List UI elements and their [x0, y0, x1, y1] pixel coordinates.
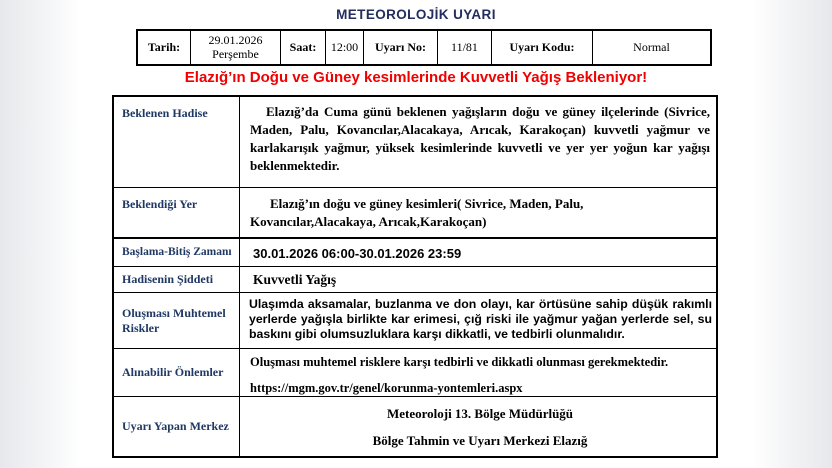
event-severity-label: Hadisenin Şiddeti	[114, 267, 240, 292]
precautions-text: Oluşması muhtemel risklere karşı tedbirli ve dikkatli olunması gerekmektedir.	[250, 355, 669, 369]
expected-place-label: Beklendiği Yer	[114, 188, 240, 237]
start-end-time-label: Başlama-Bitiş Zamanı	[114, 239, 240, 266]
table-row-issuing-center	[114, 396, 716, 456]
issuing-center-line1: Meteoroloji 13. Bölge Müdürlüğü	[386, 406, 574, 422]
event-severity-value: Kuvvetli Yağış	[253, 272, 337, 288]
expected-place-value: Elazığ’ın doğu ve güney kesimleri( Sivrice, Maden, Palu, Kovancılar,Alacakaya, Arıcak,Karakoçan)	[250, 196, 584, 229]
time-label: Saat:	[280, 31, 325, 64]
start-end-time-value: 30.01.2026 06:00-30.01.2026 23:59	[253, 245, 462, 261]
date-label: Tarih:	[147, 39, 181, 54]
expected-event-label: Beklenen Hadise	[114, 97, 240, 187]
header-info-table	[136, 29, 712, 66]
date-value: 29.01.2026 Perşembe	[190, 31, 280, 64]
expected-event-value: Elazığ’da Cuma günü beklenen yağışların doğu ve güney ilçelerinde (Sivrice, Maden, Palu, Kovancılar,Alacakaya, Arıcak, Karakoçan) kuvvetli yağmur ve karlakarışık yağmur, yüksek kesimlerinde kuvvetli ve yer yer yoğun kar yağışı beklenmektedir.	[250, 104, 710, 173]
issuing-center-label: Uyarı Yapan Merkez	[114, 397, 240, 456]
table-row-start-end-time	[114, 237, 716, 266]
table-row-precautions	[114, 348, 716, 396]
precautions-value	[240, 349, 716, 396]
warning-code-label: Uyarı Kodu:	[491, 31, 592, 64]
table-row-possible-risks	[114, 292, 716, 348]
time-value: 12:00	[325, 31, 363, 64]
table-row-expected-event	[114, 97, 716, 187]
table-row-event-severity	[114, 266, 716, 292]
issuing-center-value	[240, 397, 716, 456]
possible-risks-value: Ulaşımda aksamalar, buzlanma ve don olayı, kar örtüsüne sahip düşük rakımlı yerlerde yağışla birlikte kar erimesi, çığ riski ile yağmur yağan yerlerde sel, su baskını gibi olumsuzluklara karşı dikkatli, ve tedbirli olunmalıdır.	[249, 297, 712, 341]
warning-no-label: Uyarı No:	[363, 31, 437, 64]
possible-risks-label: Oluşması Muhtemel Riskler	[114, 293, 240, 348]
warning-no-value: 11/81	[437, 31, 491, 64]
table-row-expected-place	[114, 187, 716, 237]
precautions-label: Alınabilir Önlemler	[114, 349, 240, 396]
document-title: METEOROLOJİK UYARI	[336, 7, 496, 22]
issuing-center-line2: Bölge Tahmin ve Uyarı Merkezi Elazığ	[372, 433, 588, 448]
protection-methods-link[interactable]: https://mgm.gov.tr/genel/korunma-yontemleri.aspx	[250, 381, 523, 396]
warning-code-value: Normal	[592, 31, 710, 64]
warning-headline: Elazığ’ın Doğu ve Güney kesimlerinde Kuvvetli Yağış Bekleniyor!	[184, 69, 648, 86]
warning-details-table	[112, 95, 718, 458]
